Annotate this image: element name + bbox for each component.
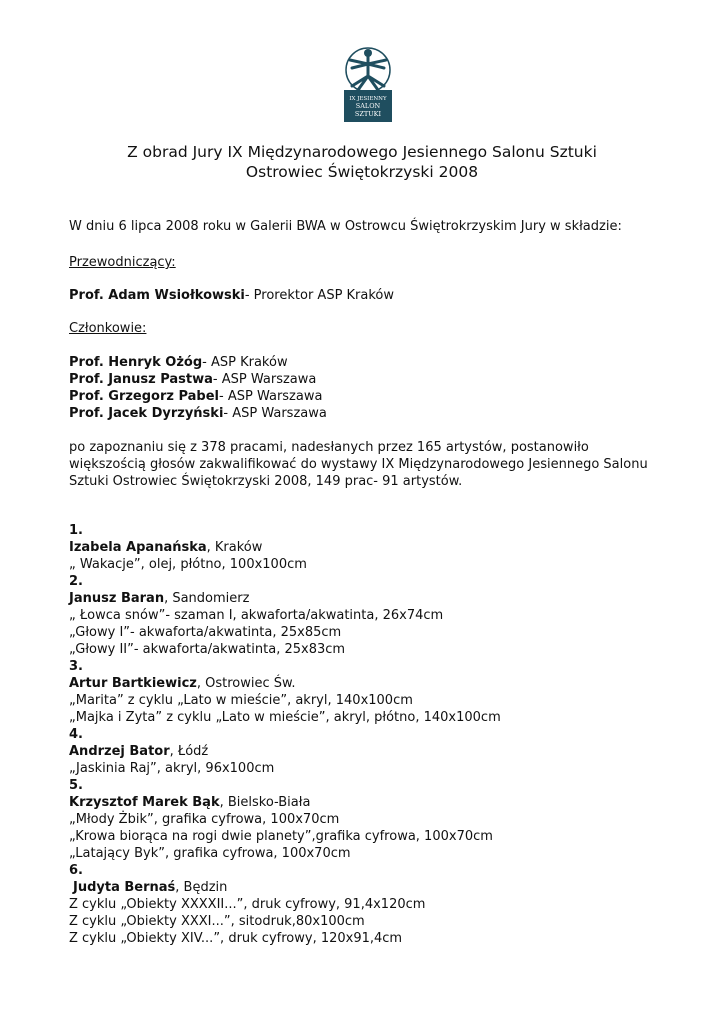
artist-name: Artur Bartkiewicz bbox=[69, 676, 197, 691]
artist-entry bbox=[69, 794, 501, 811]
artist-entry bbox=[69, 539, 501, 556]
artist-name: Janusz Baran bbox=[69, 591, 165, 606]
artist-city: , Ostrowiec Św. bbox=[196, 676, 296, 691]
member-entry bbox=[69, 354, 288, 371]
artist-entry bbox=[69, 879, 501, 896]
artist-number: 6. bbox=[69, 863, 83, 878]
artwork-line: „Młody Żbik”, grafika cyfrowa, 100x70cm bbox=[69, 812, 340, 827]
artwork-line: „Majka i Zyta” z cyklu „Lato w mieście”, akryl, płótno, 140x100cm bbox=[69, 710, 501, 725]
artist-name: Judyta Bernaś bbox=[73, 880, 176, 895]
artist-number: 1. bbox=[69, 523, 83, 538]
artist-city: , Kraków bbox=[206, 540, 263, 555]
member-name: Prof. Grzegorz Pabel bbox=[69, 389, 220, 404]
artwork-line: „Krowa biorąca na rogi dwie planety”,grafika cyfrowa, 100x70cm bbox=[69, 829, 493, 844]
artwork-line: „Głowy II”- akwaforta/akwatinta, 25x83cm bbox=[69, 642, 346, 657]
chair-heading: Przewodniczący: bbox=[69, 255, 176, 270]
artist-entry bbox=[69, 675, 501, 692]
conclusion-line: Sztuki Ostrowiec Świętokrzyski 2008, 149 prac- 91 artystów. bbox=[69, 474, 463, 489]
member-name: Prof. Henryk Ożóg bbox=[69, 355, 203, 370]
artwork-line: Z cyklu „Obiekty XXXI...”, sitodruk,80x100cm bbox=[69, 914, 365, 929]
member-role: - ASP Warszawa bbox=[219, 389, 323, 404]
artist-city: , Łódź bbox=[169, 744, 209, 759]
vitruvian-man-logo-icon bbox=[330, 42, 406, 122]
artist-city: , Bielsko-Biała bbox=[219, 795, 311, 810]
artist-name: Krzysztof Marek Bąk bbox=[69, 795, 220, 810]
chair-name: Prof. Adam Wsiołkowski bbox=[69, 288, 245, 303]
chair-entry bbox=[69, 287, 394, 304]
logo-text-line-2: SALON bbox=[355, 102, 381, 110]
artist-city: , Sandomierz bbox=[164, 591, 250, 606]
conclusion-line: większością głosów zakwalifikować do wystawy IX Międzynarodowego Jesiennego Salonu bbox=[69, 457, 648, 472]
member-role: - ASP Warszawa bbox=[212, 372, 317, 387]
intro-text: W dniu 6 lipca 2008 roku w Galerii BWA w Ostrowcu Świętrokrzyskim Jury w składzie: bbox=[69, 219, 622, 234]
artwork-line: „ Wakacje”, olej, płótno, 100x100cm bbox=[69, 557, 307, 572]
chair-role: - Prorektor ASP Kraków bbox=[244, 288, 395, 303]
artist-number: 4. bbox=[69, 727, 83, 742]
artist-number: 5. bbox=[69, 778, 83, 793]
artwork-line: „Głowy I”- akwaforta/akwatinta, 25x85cm bbox=[69, 625, 342, 640]
artist-entry bbox=[69, 743, 501, 760]
artwork-line: Z cyklu „Obiekty XIV...”, druk cyfrowy, 120x91,4cm bbox=[69, 931, 403, 946]
member-entry bbox=[69, 388, 322, 405]
member-name: Prof. Jacek Dyrzyński bbox=[69, 406, 224, 421]
member-entry bbox=[69, 405, 327, 422]
artist-city: , Będzin bbox=[175, 880, 228, 895]
artwork-line: „Marita” z cyklu „Lato w mieście”, akryl, 140x100cm bbox=[69, 693, 413, 708]
artwork-line: Z cyklu „Obiekty XXXXII...”, druk cyfrowy, 91,4x120cm bbox=[69, 897, 426, 912]
document-title-line-2: Ostrowiec Świętokrzyski 2008 bbox=[245, 163, 479, 181]
members-heading: Członkowie: bbox=[69, 321, 147, 336]
document-title-line-1: Z obrad Jury IX Międzynarodowego Jesiennego Salonu Sztuki bbox=[127, 143, 597, 161]
artist-number: 3. bbox=[69, 659, 83, 674]
logo-text-line-1: IX JESIENNY bbox=[349, 96, 387, 102]
member-role: - ASP Warszawa bbox=[223, 406, 327, 421]
member-role: - ASP Kraków bbox=[202, 355, 288, 370]
artist-name: Izabela Apanańska bbox=[69, 540, 207, 555]
artwork-line: „Latający Byk”, grafika cyfrowa, 100x70cm bbox=[69, 846, 351, 861]
artist-list bbox=[69, 522, 501, 947]
salon-logo bbox=[330, 42, 406, 122]
artist-entry bbox=[69, 590, 501, 607]
conclusion-line: po zapoznaniu się z 378 pracami, nadesłanych przez 165 artystów, postanowiło bbox=[69, 440, 589, 455]
logo-text-line-3: SZTUKI bbox=[354, 110, 382, 118]
member-entry bbox=[69, 371, 316, 388]
artwork-line: „Jaskinia Raj”, akryl, 96x100cm bbox=[69, 761, 275, 776]
artist-name: Andrzej Bator bbox=[69, 744, 170, 759]
artist-number: 2. bbox=[69, 574, 83, 589]
member-name: Prof. Janusz Pastwa bbox=[69, 372, 213, 387]
artwork-line: „ Łowca snów”- szaman I, akwaforta/akwatinta, 26x74cm bbox=[69, 608, 444, 623]
